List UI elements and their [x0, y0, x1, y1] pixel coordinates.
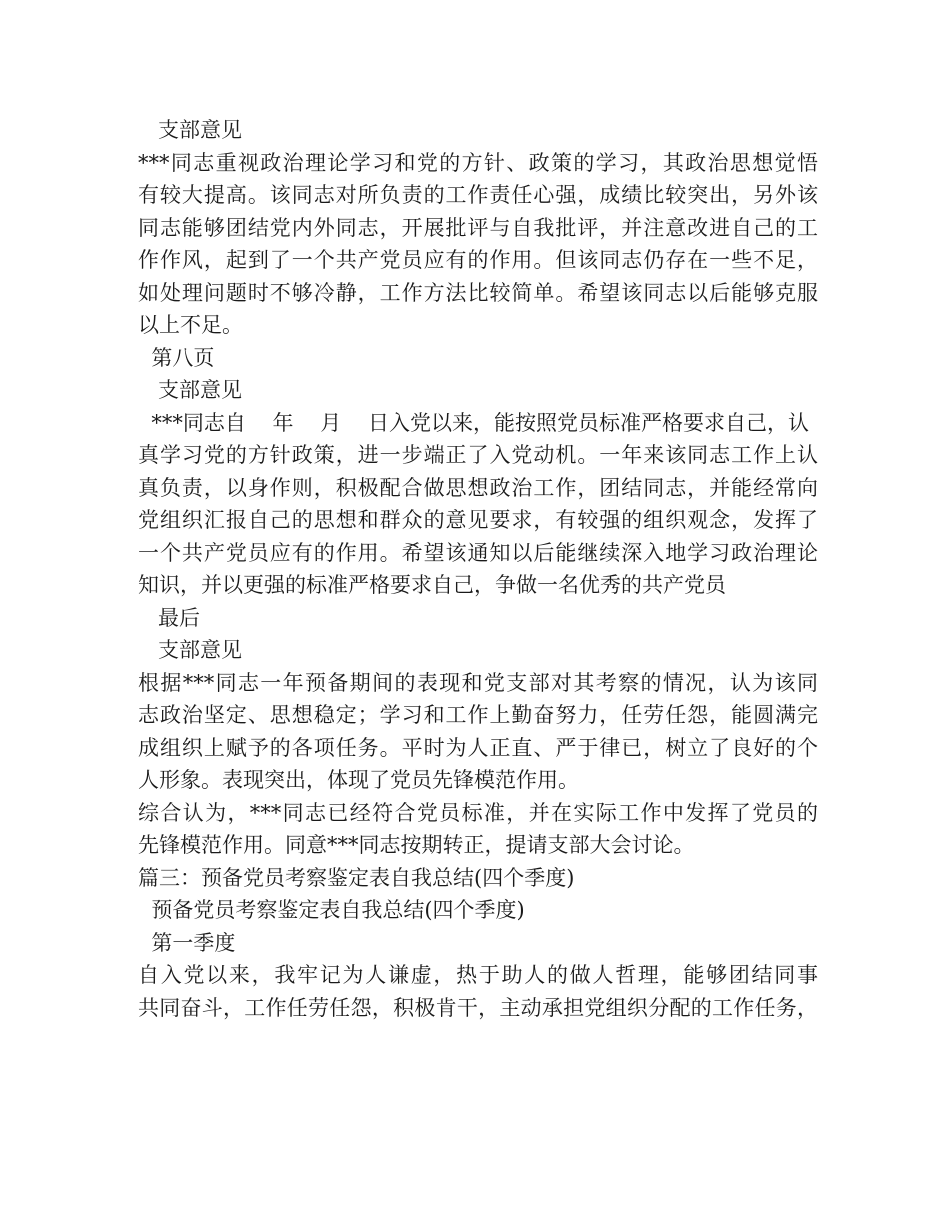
- text-line: 支部意见: [138, 638, 243, 662]
- text-line: 支部意见: [138, 118, 243, 142]
- text-line: 支部意见: [138, 378, 243, 402]
- text-line: 篇三：预备党员考察鉴定表自我总结(四个季度): [138, 865, 575, 890]
- text-line: 有较大提高。该同志对所负责的工作责任心强，成绩比较突出，另外该: [138, 183, 818, 207]
- text-line: 第一季度: [138, 930, 236, 955]
- text-line: 如处理问题时不够冷静，工作方法比较简单。希望该同志以后能够克服: [138, 280, 818, 305]
- text-line: 自入党以来，我牢记为人谦虚，热于助人的做人哲理，能够团结同事: [138, 963, 818, 987]
- text-line: 第八页: [138, 345, 215, 370]
- text-line: 作作风，起到了一个共产党员应有的作用。但该同志仍存在一些不足，: [138, 248, 818, 272]
- text-line: 最后: [138, 605, 201, 630]
- text-line: 人形象。表现突出，体现了党员先锋模范作用。: [138, 768, 579, 792]
- text-line: 根据***同志一年预备期间的表现和党支部对其考察的情况，认为该同: [138, 670, 818, 695]
- text-line: 成组织上赋予的各项任务。平时为人正直、严于律已，树立了良好的个: [138, 735, 818, 760]
- text-line: ***同志重视政治理论学习和党的方针、政策的学习，其政治思想觉悟: [138, 150, 818, 175]
- text-line: 真学习党的方针政策，进一步端正了入党动机。一年来该同志工作上认: [138, 443, 818, 467]
- text-line: 先锋模范作用。同意***同志按期转正，提请支部大会讨论。: [138, 833, 695, 857]
- document-body: [138, 114, 818, 1024]
- text-line: 预备党员考察鉴定表自我总结(四个季度): [138, 898, 525, 922]
- text-line: 党组织汇报自己的思想和群众的意见要求，有较强的组织观念，发挥了: [138, 508, 818, 532]
- text-line: 综合认为，***同志已经符合党员标准，并在实际工作中发挥了党员的: [138, 800, 818, 825]
- text-line: 志政治坚定、思想稳定；学习和工作上勤奋努力，任劳任怨，能圆满完: [138, 703, 818, 727]
- text-line: 一个共产党员应有的作用。希望该通知以后能继续深入地学习政治理论: [138, 540, 818, 565]
- text-line: 真负责，以身作则，积极配合做思想政治工作，团结同志，并能经常向: [138, 475, 818, 500]
- text-line: 以上不足。: [138, 313, 243, 337]
- text-line: 同志能够团结党内外同志，开展批评与自我批评，并注意改进自己的工: [138, 215, 818, 240]
- text-line: 共同奋斗，工作任劳任怨，积极肯干，主动承担党组织分配的工作任务，: [138, 995, 818, 1020]
- text-line: 知识，并以更强的标准严格要求自己，争做一名优秀的共产党员: [138, 573, 726, 597]
- text-line: ***同志自 年 月 日入党以来，能按照党员标准严格要求自己，认: [138, 410, 809, 435]
